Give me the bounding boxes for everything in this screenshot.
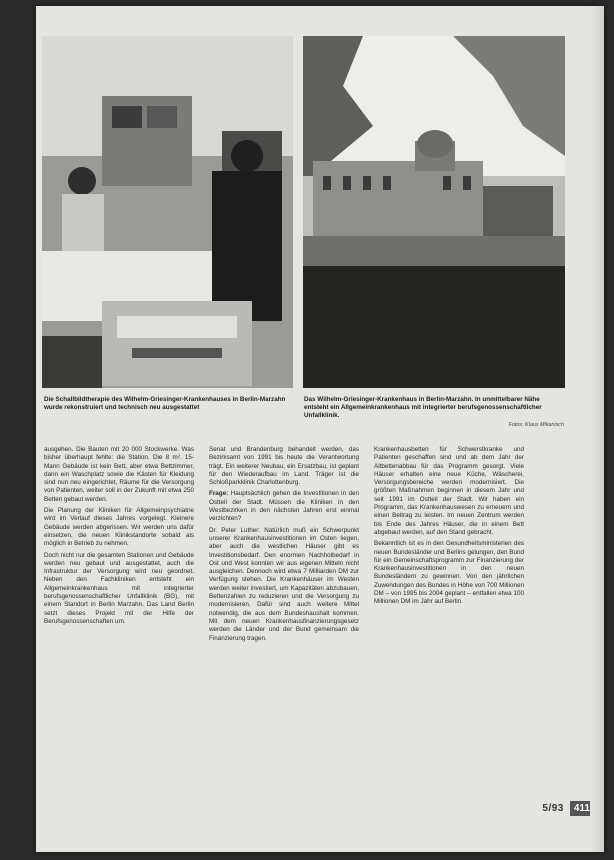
magazine-page	[36, 6, 604, 852]
paragraph: Bekanntlich ist es in den Gesundheitsministerien des neuen Bundesländer und Berlins gelungen, den Bund für ein Gemeinschaftsprogramm zur Finanzierung der Krankenhausinvestitionen in den neuen Bundesländern zu gewinnen. Von den jährlichen Zuwendungen des Bundes in Höhe von 700 Millionen DM – von 1995 bis 2004 geplant – entfallen etwa 100 Millionen DM im Jahr auf Berlin.	[374, 540, 524, 606]
paragraph: Dr. Peter Luther: Natürlich muß ein Schwerpunkt unserer Krankenhausinvestitionen im Osten liegen, aber auch die westlichen Häuser gibt es Investitionsbedarf. Den enormen Nachholbedarf in Ost und West konnten wir aus eigenen Mitteln nicht ausgleichen. Dennoch wird etwa 7 Milliarden DM zur Verfügung stehen. Die Krankenhäuser im Westen werden weiter investiert, um Kapazitäten abzubauen, Bettenzahlen zu reduzieren und die Versorgung zu modernisieren. Dafür sind auch weitere Mittel notwendig, die aus dem Bundeshaushalt kommen. Mit dem neuen Krankenhausfinanzierungsgesetz werden die Länder und der Bund gemeinsam die Finanzierung tragen.	[209, 526, 359, 642]
paragraph: Doch nicht nur die gesamten Stationen und Gebäude werden neu gebaut und ausgestattet, auch die Infrastruktur der Versorgung wird neu geordnet. Neben den Fachkliniken entsteht ein Allgemeinkrankenhaus mit integrierter berufsgenossenschaftlicher Unfallklinik (BG), mit einem Standort in Berlin Marzahn. Das Land Berlin setzt dieses Projekt mit der Hilfe der Berufsgenossenschaften um.	[44, 551, 194, 625]
question-text: Hauptsächlich gehen die Investitionen in den Ostteil der Stadt. Müssen die Kliniken in den Westbezirken in den nächsten Jahren erst einmal verzichten?	[209, 490, 359, 523]
text-column-3	[374, 446, 524, 610]
issue-number: 5/93	[542, 802, 564, 814]
text-column-2	[209, 446, 359, 646]
paragraph: Senat und Brandenburg behandelt werden, das Bezirksamt von 1991 bis heute die Verantwortung trägt. Ein weiterer Neubau, ein Ersatzbau, ist geplant für den Wiederaufbau im Land. Träger ist die Schloßparkklinik Charlottenburg.	[209, 446, 359, 487]
photo-caption-left: Die Schallbildtherapie des Wilhelm-Griesinger-Krankenhauses in Berlin-Marzahn wurde rekonstruiert und technisch neu ausgestattet	[44, 396, 286, 412]
photo-caption-right: Das Wilhelm-Griesinger-Krankenhaus in Berlin-Marzahn. In unmittelbarer Nähe entsteht ein Allgemeinkrankenhaus mit integrierter berufsgenossenschaftlicher Unfallklinik.	[304, 396, 542, 420]
paragraph: Krankenhausbetten für Schwerstkranke und Patienten geschaffen sind und ab dem Jahr der Altbettenabbau für das Programm gesorgt. Viele Häuser erhalten eine neue Küche, Wäscherei, Versorgungsbereiche werden modernisiert. Die größten Maßnahmen beginnen in diesem Jahr und seit 1991 im Ostteil der Stadt. Wir haben ein Programm, das Krankenhauswesen zu erneuern und einen Beitrag zu leisten. Im neuen Zentrum werden bis Ende des Jahres Häuser, die in einem Bett abgebaut werden, auf den Stand gebracht.	[374, 446, 524, 536]
paragraph: Die Planung der Kliniken für Allgemeinpsychiatrie wird im Verlauf dieses Jahres vorgelegt. Kleinere Gebäude werden abgerissen. Wir werden uns dafür einsetzen, die neuen Klinikstandorte sobald als möglich in Betrieb zu nehmen.	[44, 507, 194, 548]
photo-credit: Fotos: Klaus Mikanisch	[508, 422, 564, 428]
question-lead: Frage:	[209, 490, 229, 498]
page-edge-shadow	[590, 6, 604, 852]
page-number: 411	[570, 801, 594, 816]
text-column-1	[44, 446, 194, 629]
hospital-building-photo	[303, 36, 565, 388]
page-footer	[542, 800, 594, 816]
paragraph	[209, 490, 359, 523]
hospital-therapy-photo	[42, 36, 293, 388]
paragraph: ausgehen. Die Bauten mit 20 000 Stockwerke. Was bisher überhaupt fehlte: die Station. Die 8 m². 15-Mann Gebäude ist kein Bett, aber etwa Bettzimmer, dann ein Waschplatz sowie die Kästen für Kleidung sind nun neu eingerichtet, Räume für die Versorgung von Patienten, weiter soll in der Zukunft mit etwa 250 Betten gebaut werden.	[44, 446, 194, 503]
